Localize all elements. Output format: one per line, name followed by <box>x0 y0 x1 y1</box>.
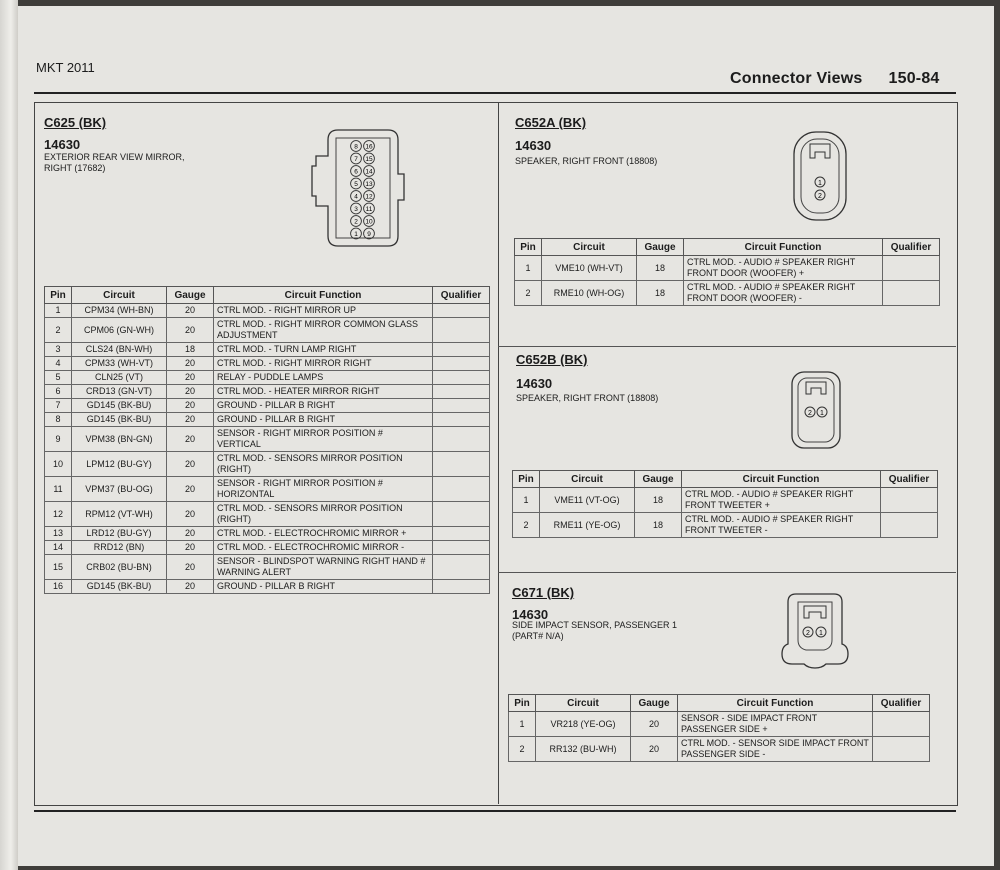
column-header-function: Circuit Function <box>682 471 881 488</box>
pin-cell: 2 <box>509 737 536 762</box>
cavity-grid <box>351 141 375 239</box>
gauge-cell: 20 <box>167 427 214 452</box>
c652b-pin-table <box>512 470 938 538</box>
circuit-cell: CRB02 (BU-BN) <box>72 555 167 580</box>
gauge-cell: 20 <box>631 712 678 737</box>
table-row <box>515 256 940 281</box>
circuit-cell: CRD13 (GN-VT) <box>72 385 167 399</box>
function-cell: SENSOR - BLINDSPOT WARNING RIGHT HAND # WARNING ALERT <box>214 555 433 580</box>
table-row <box>515 281 940 306</box>
column-header-function: Circuit Function <box>678 695 873 712</box>
qualifier-cell <box>433 555 490 580</box>
pin-cell: 7 <box>45 399 72 413</box>
qualifier-cell <box>873 712 930 737</box>
qualifier-cell <box>433 527 490 541</box>
table-row <box>45 371 490 385</box>
function-cell: RELAY - PUDDLE LAMPS <box>214 371 433 385</box>
qualifier-cell <box>433 371 490 385</box>
section-title: Connector Views <box>730 70 863 87</box>
c671-connector-face-diagram <box>776 590 854 672</box>
circuit-cell: CPM06 (GN-WH) <box>72 318 167 343</box>
table-row <box>45 385 490 399</box>
pin-cell: 1 <box>45 304 72 318</box>
pin-cell: 1 <box>513 488 540 513</box>
table-row <box>45 343 490 357</box>
circuit-cell: CPM33 (WH-VT) <box>72 357 167 371</box>
circuit-cell: VME10 (WH-VT) <box>542 256 637 281</box>
function-cell: SENSOR - RIGHT MIRROR POSITION # VERTICAL <box>214 427 433 452</box>
circuit-cell: CPM34 (WH-BN) <box>72 304 167 318</box>
connector-description: SPEAKER, RIGHT FRONT (18808) <box>516 393 659 403</box>
function-cell: GROUND - PILLAR B RIGHT <box>214 413 433 427</box>
column-header-function: Circuit Function <box>214 287 433 304</box>
column-header-circuit: Circuit <box>536 695 631 712</box>
cavity-label: 2 <box>818 193 822 200</box>
pin-cell: 16 <box>45 580 72 594</box>
table-row <box>45 427 490 452</box>
column-header-function: Circuit Function <box>684 239 883 256</box>
qualifier-cell <box>433 304 490 318</box>
qualifier-cell <box>433 413 490 427</box>
binding-spine <box>0 0 18 870</box>
pin-cell: 5 <box>45 371 72 385</box>
function-cell: SENSOR - SIDE IMPACT FRONT PASSENGER SIDE + <box>678 712 873 737</box>
gauge-cell: 18 <box>635 488 682 513</box>
section-divider <box>498 572 956 573</box>
function-cell: CTRL MOD. - RIGHT MIRROR UP <box>214 304 433 318</box>
table-row <box>45 541 490 555</box>
gauge-cell: 20 <box>167 502 214 527</box>
column-header-circuit: Circuit <box>540 471 635 488</box>
qualifier-cell <box>433 318 490 343</box>
function-cell: CTRL MOD. - SENSORS MIRROR POSITION (RIGHT) <box>214 502 433 527</box>
column-header-qualifier: Qualifier <box>433 287 490 304</box>
gauge-cell: 20 <box>167 399 214 413</box>
function-cell: CTRL MOD. - RIGHT MIRROR COMMON GLASS ADJUSTMENT <box>214 318 433 343</box>
cavity-label: 2 <box>806 630 810 637</box>
cavity-label: 6 <box>354 168 358 176</box>
circuit-cell: RPM12 (VT-WH) <box>72 502 167 527</box>
qualifier-cell <box>433 427 490 452</box>
circuit-cell: CLN25 (VT) <box>72 371 167 385</box>
cavity-label: 4 <box>354 193 358 201</box>
table-row <box>509 712 930 737</box>
function-cell: CTRL MOD. - AUDIO # SPEAKER RIGHT FRONT TWEETER - <box>682 513 881 538</box>
pin-cell: 2 <box>515 281 542 306</box>
c652a-connector-face-diagram <box>790 128 850 224</box>
connector-id: C652A (BK) <box>515 115 587 130</box>
c652b-connector-face-diagram <box>788 368 844 452</box>
qualifier-cell <box>433 452 490 477</box>
c652a-pin-table <box>514 238 940 306</box>
table-row <box>45 555 490 580</box>
circuit-cell: GD145 (BK-BU) <box>72 399 167 413</box>
pin-cell: 12 <box>45 502 72 527</box>
gauge-cell: 20 <box>167 527 214 541</box>
function-cell: GROUND - PILLAR B RIGHT <box>214 580 433 594</box>
circuit-cell: RME10 (WH-OG) <box>542 281 637 306</box>
manual-title: MKT 2011 <box>36 60 95 75</box>
page-header <box>730 70 940 88</box>
function-cell: CTRL MOD. - ELECTROCHROMIC MIRROR + <box>214 527 433 541</box>
gauge-cell: 18 <box>635 513 682 538</box>
table-row <box>513 513 938 538</box>
gauge-cell: 20 <box>167 580 214 594</box>
cavity-label: 7 <box>354 156 358 163</box>
cavity-label: 1 <box>354 231 358 238</box>
cavity-label: 8 <box>354 143 358 151</box>
qualifier-cell <box>433 502 490 527</box>
qualifier-cell <box>883 256 940 281</box>
cavity-label: 15 <box>365 156 373 163</box>
gauge-cell: 18 <box>167 343 214 357</box>
qualifier-cell <box>873 737 930 762</box>
gauge-cell: 20 <box>167 452 214 477</box>
function-cell: CTRL MOD. - ELECTROCHROMIC MIRROR - <box>214 541 433 555</box>
column-header-gauge: Gauge <box>635 471 682 488</box>
circuit-cell: GD145 (BK-BU) <box>72 580 167 594</box>
gauge-cell: 20 <box>167 385 214 399</box>
gauge-cell: 20 <box>631 737 678 762</box>
gauge-cell: 18 <box>637 256 684 281</box>
cavity-label: 2 <box>808 410 812 417</box>
circuit-cell: GD145 (BK-BU) <box>72 413 167 427</box>
circuit-cell: VPM38 (BN-GN) <box>72 427 167 452</box>
function-cell: CTRL MOD. - AUDIO # SPEAKER RIGHT FRONT DOOR (WOOFER) - <box>684 281 883 306</box>
pin-cell: 13 <box>45 527 72 541</box>
connector-part-number: 14630 <box>512 607 549 622</box>
qualifier-cell <box>881 513 938 538</box>
circuit-cell: RRD12 (BN) <box>72 541 167 555</box>
cavity-label: 1 <box>818 180 822 187</box>
column-header-qualifier: Qualifier <box>873 695 930 712</box>
column-header-qualifier: Qualifier <box>881 471 938 488</box>
circuit-cell: VME11 (VT-OG) <box>540 488 635 513</box>
c625-connector-face-diagram <box>310 126 410 256</box>
gauge-cell: 18 <box>637 281 684 306</box>
qualifier-cell <box>433 580 490 594</box>
gauge-cell: 20 <box>167 477 214 502</box>
table-row <box>45 477 490 502</box>
table-row <box>45 502 490 527</box>
cavity-label: 14 <box>365 168 373 176</box>
circuit-cell: VR218 (YE-OG) <box>536 712 631 737</box>
gauge-cell: 20 <box>167 371 214 385</box>
circuit-cell: VPM37 (BU-OG) <box>72 477 167 502</box>
qualifier-cell <box>433 477 490 502</box>
pin-cell: 3 <box>45 343 72 357</box>
connector-description: EXTERIOR REAR VIEW MIRROR, RIGHT (17682) <box>44 152 185 173</box>
cavity-label: 2 <box>354 218 358 226</box>
circuit-cell: LRD12 (BU-GY) <box>72 527 167 541</box>
connector-id: C625 (BK) <box>44 115 107 130</box>
connector-part-number: 14630 <box>516 376 553 391</box>
circuit-cell: RME11 (YE-OG) <box>540 513 635 538</box>
section-divider <box>498 346 956 347</box>
pin-cell: 4 <box>45 357 72 371</box>
table-row <box>45 527 490 541</box>
table-row <box>45 452 490 477</box>
qualifier-cell <box>433 343 490 357</box>
gauge-cell: 20 <box>167 555 214 580</box>
header-rule <box>34 92 956 94</box>
pin-cell: 2 <box>513 513 540 538</box>
connector-id: C671 (BK) <box>512 585 575 600</box>
circuit-cell: RR132 (BU-WH) <box>536 737 631 762</box>
connector-part-number: 14630 <box>44 137 81 152</box>
function-cell: CTRL MOD. - HEATER MIRROR RIGHT <box>214 385 433 399</box>
column-header-qualifier: Qualifier <box>883 239 940 256</box>
qualifier-cell <box>883 281 940 306</box>
function-cell: CTRL MOD. - AUDIO # SPEAKER RIGHT FRONT TWEETER + <box>682 488 881 513</box>
cavity-label: 5 <box>354 181 358 188</box>
table-row <box>45 399 490 413</box>
qualifier-cell <box>433 385 490 399</box>
cavity-label: 10 <box>365 218 373 226</box>
page-number: 150-84 <box>888 70 940 87</box>
pin-cell: 14 <box>45 541 72 555</box>
connector-description: SIDE IMPACT SENSOR, PASSENGER 1 (PART# N/A) <box>512 620 678 641</box>
qualifier-cell <box>433 399 490 413</box>
pin-cell: 1 <box>509 712 536 737</box>
table-row <box>513 488 938 513</box>
gauge-cell: 20 <box>167 541 214 555</box>
gauge-cell: 20 <box>167 318 214 343</box>
cavity-label: 1 <box>820 410 824 417</box>
function-cell: CTRL MOD. - TURN LAMP RIGHT <box>214 343 433 357</box>
table-row <box>45 580 490 594</box>
connector-description: SPEAKER, RIGHT FRONT (18808) <box>515 156 658 166</box>
function-cell: CTRL MOD. - SENSORS MIRROR POSITION (RIGHT) <box>214 452 433 477</box>
pin-cell: 1 <box>515 256 542 281</box>
function-cell: GROUND - PILLAR B RIGHT <box>214 399 433 413</box>
table-row <box>45 304 490 318</box>
qualifier-cell <box>433 357 490 371</box>
pin-cell: 15 <box>45 555 72 580</box>
cavity-label: 3 <box>354 206 358 213</box>
function-cell: SENSOR - RIGHT MIRROR POSITION # HORIZONTAL <box>214 477 433 502</box>
column-header-pin: Pin <box>45 287 72 304</box>
table-row <box>45 318 490 343</box>
gauge-cell: 20 <box>167 304 214 318</box>
footer-rule <box>34 810 956 812</box>
gauge-cell: 20 <box>167 357 214 371</box>
column-divider <box>498 102 499 804</box>
column-header-circuit: Circuit <box>72 287 167 304</box>
qualifier-cell <box>881 488 938 513</box>
column-header-gauge: Gauge <box>631 695 678 712</box>
circuit-cell: LPM12 (BU-GY) <box>72 452 167 477</box>
table-row <box>45 413 490 427</box>
circuit-cell: CLS24 (BN-WH) <box>72 343 167 357</box>
table-row <box>509 737 930 762</box>
pin-cell: 10 <box>45 452 72 477</box>
cavity-label: 1 <box>819 630 823 637</box>
pin-cell: 11 <box>45 477 72 502</box>
pin-cell: 6 <box>45 385 72 399</box>
function-cell: CTRL MOD. - AUDIO # SPEAKER RIGHT FRONT DOOR (WOOFER) + <box>684 256 883 281</box>
table-row <box>45 357 490 371</box>
column-header-gauge: Gauge <box>167 287 214 304</box>
pin-cell: 8 <box>45 413 72 427</box>
cavity-label: 12 <box>365 193 373 201</box>
gauge-cell: 20 <box>167 413 214 427</box>
column-header-pin: Pin <box>513 471 540 488</box>
pin-cell: 9 <box>45 427 72 452</box>
function-cell: CTRL MOD. - SENSOR SIDE IMPACT FRONT PASSENGER SIDE - <box>678 737 873 762</box>
cavity-label: 9 <box>367 231 371 238</box>
connector-id: C652B (BK) <box>516 352 588 367</box>
cavity-label: 11 <box>365 206 373 213</box>
c625-pin-table <box>44 286 490 594</box>
column-header-pin: Pin <box>509 695 536 712</box>
c671-pin-table <box>508 694 930 762</box>
column-header-gauge: Gauge <box>637 239 684 256</box>
pin-cell: 2 <box>45 318 72 343</box>
cavity-label: 13 <box>365 181 373 188</box>
column-header-pin: Pin <box>515 239 542 256</box>
column-header-circuit: Circuit <box>542 239 637 256</box>
cavity-label: 16 <box>365 143 373 151</box>
qualifier-cell <box>433 541 490 555</box>
connector-part-number: 14630 <box>515 138 552 153</box>
function-cell: CTRL MOD. - RIGHT MIRROR RIGHT <box>214 357 433 371</box>
